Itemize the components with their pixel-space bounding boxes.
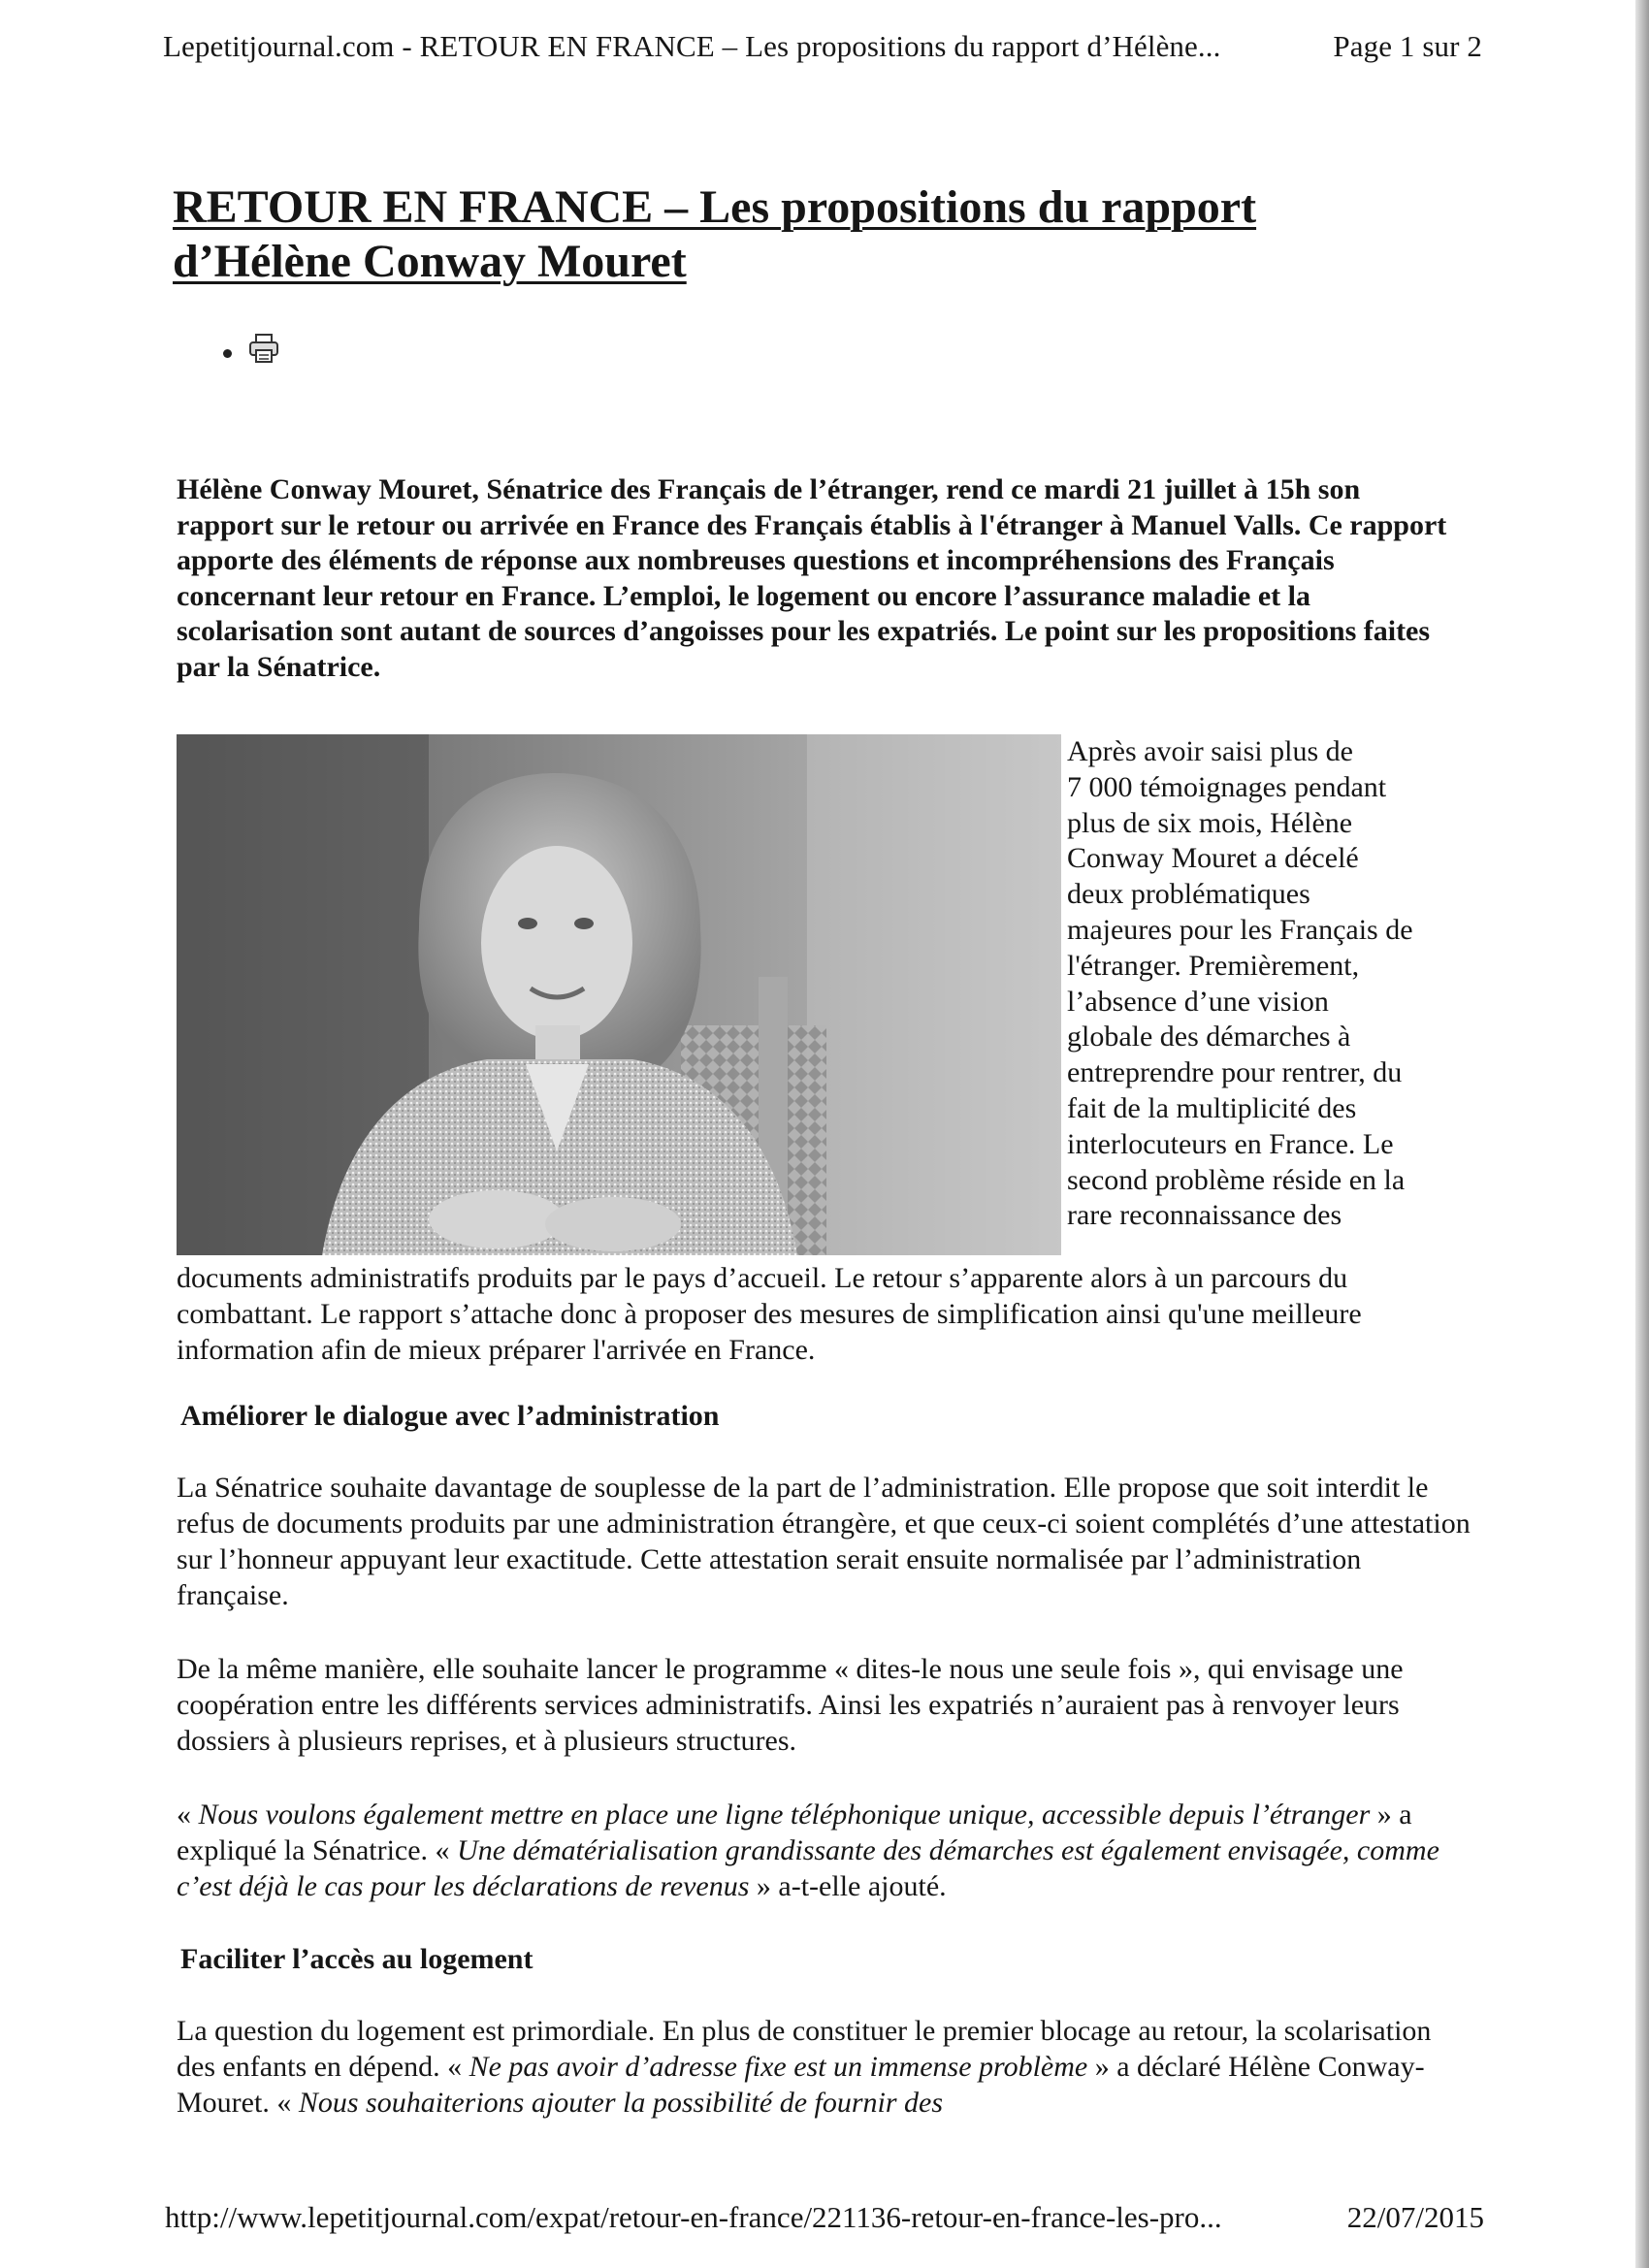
section-heading-logement: Faciliter l’accès au logement <box>180 1943 534 1975</box>
quote-text: Nous voulons également mettre en place une ligne téléphonique unique, accessible depuis l’étranger <box>198 1798 1371 1831</box>
list-bullet <box>223 349 232 358</box>
article-lead: Hélène Conway Mouret, Sénatrice des Français de l’étranger, rend ce mardi 21 juillet à 15h son rapport sur le retour ou arrivée en France des Français établis à l'étranger à Manuel Valls. Ce rapport apporte des éléments de réponse aux nombreuses questions et incompréhensions des Français concernant leur retour en France. L’emploi, le logement ou encore l’assurance maladie et la scolarisation sont autant de sources d’angoisses pour les expatriés. Le point sur les propositions faites par la Sénatrice. <box>177 473 1447 683</box>
print-header <box>163 29 1482 64</box>
article-title-line2: d’Hélène Conway Mouret <box>173 236 687 287</box>
header-page-number: Page 1 sur 2 <box>1333 29 1482 63</box>
paragraph-text: » a déclaré Hélène Conway-Mouret. « <box>177 2051 1425 2119</box>
photo-side-line: deux problématiques <box>1067 878 1310 911</box>
quote-text: Une dématérialisation grandissante des démarches est également envisagée, comme c’est déjà le cas pour les déclarations de revenus <box>177 1834 1439 1902</box>
photo-side-line: 7 000 témoignages pendant <box>1067 770 1387 803</box>
article-tools <box>223 332 280 365</box>
paragraph-text: La question du logement est primordiale. En plus de constituer le premier blocage au retour, la scolarisation des enfants en dépend. « <box>177 2015 1432 2083</box>
section-heading-administration: Améliorer le dialogue avec l’administration <box>180 1400 720 1432</box>
body-paragraph-quote <box>177 1797 1476 1904</box>
article-title[interactable] <box>173 180 1434 289</box>
photo-side-line: Conway Mouret a décelé <box>1067 842 1359 875</box>
header-page-title: Lepetitjournal.com - RETOUR EN FRANCE – Les propositions du rapport d’Hélène... <box>163 29 1221 63</box>
photo-side-line: interlocuteurs en France. Le <box>1067 1127 1394 1160</box>
quote-text: Nous souhaiterions ajouter la possibilité de fournir des <box>298 2087 944 2119</box>
quote-attribution: » a-t-elle ajouté. <box>749 1870 947 1902</box>
quote-mark: « <box>177 1798 199 1831</box>
body-paragraph-intro: documents administratifs produits par le pays d’accueil. Le retour s’apparente alors à un parcours du combattant. Le rapport s’attache donc à proposer des mesures de simplification ainsi qu'une meilleure information afin de mieux préparer l'arrivée en France. <box>177 1262 1362 1366</box>
article-title-line1: RETOUR EN FRANCE – Les propositions du rapport <box>173 181 1257 233</box>
photo-side-line: fait de la multiplicité des <box>1067 1091 1357 1124</box>
photo-side-line: globale des démarches à <box>1067 1021 1351 1053</box>
photo-side-line: plus de six mois, Hélène <box>1067 806 1353 839</box>
photo-side-line: entreprendre pour rentrer, du <box>1067 1056 1403 1089</box>
quote-attribution: » a expliqué la Sénatrice. « <box>177 1798 1412 1866</box>
body-paragraph: De la même manière, elle souhaite lancer le programme « dites-le nous une seule fois », qui envisage une coopération entre les différents services administratifs. Ainsi les expatriés n’auraient pas à renvoyer leurs dossiers à plusieurs reprises, et à plusieurs structures. <box>177 1653 1404 1757</box>
photo-side-line: l’absence d’une vision <box>1067 985 1329 1018</box>
photo-side-line: majeures pour les Français de <box>1067 913 1413 946</box>
photo-side-text <box>1067 734 1465 1234</box>
photo-side-line: l'étranger. Premièrement, <box>1067 949 1360 982</box>
print-footer <box>165 2200 1484 2235</box>
photo-side-line: second problème réside en la <box>1067 1163 1406 1196</box>
footer-date: 22/07/2015 <box>1346 2200 1484 2234</box>
footer-url[interactable]: http://www.lepetitjournal.com/expat/retour-en-france/221136-retour-en-france-les-pro... <box>165 2200 1222 2234</box>
photo-side-line: rare reconnaissance des <box>1067 1199 1342 1232</box>
scan-edge-shadow <box>1635 0 1649 2268</box>
photo-side-line: Après avoir saisi plus de <box>1067 735 1353 767</box>
portrait-photo <box>177 734 1061 1255</box>
body-paragraph-quote <box>177 2013 1476 2121</box>
quote-text: Ne pas avoir d’adresse fixe est un immense problème <box>469 2051 1088 2083</box>
printer-icon[interactable] <box>247 332 280 365</box>
body-paragraph: La Sénatrice souhaite davantage de souplesse de la part de l’administration. Elle propose que soit interdit le refus de documents produits par une administration étrangère, et que ceux-ci soient complétés d’une attestation sur l’honneur appuyant leur exactitude. Cette attestation serait ensuite normalisée par l’administration française. <box>177 1472 1471 1611</box>
